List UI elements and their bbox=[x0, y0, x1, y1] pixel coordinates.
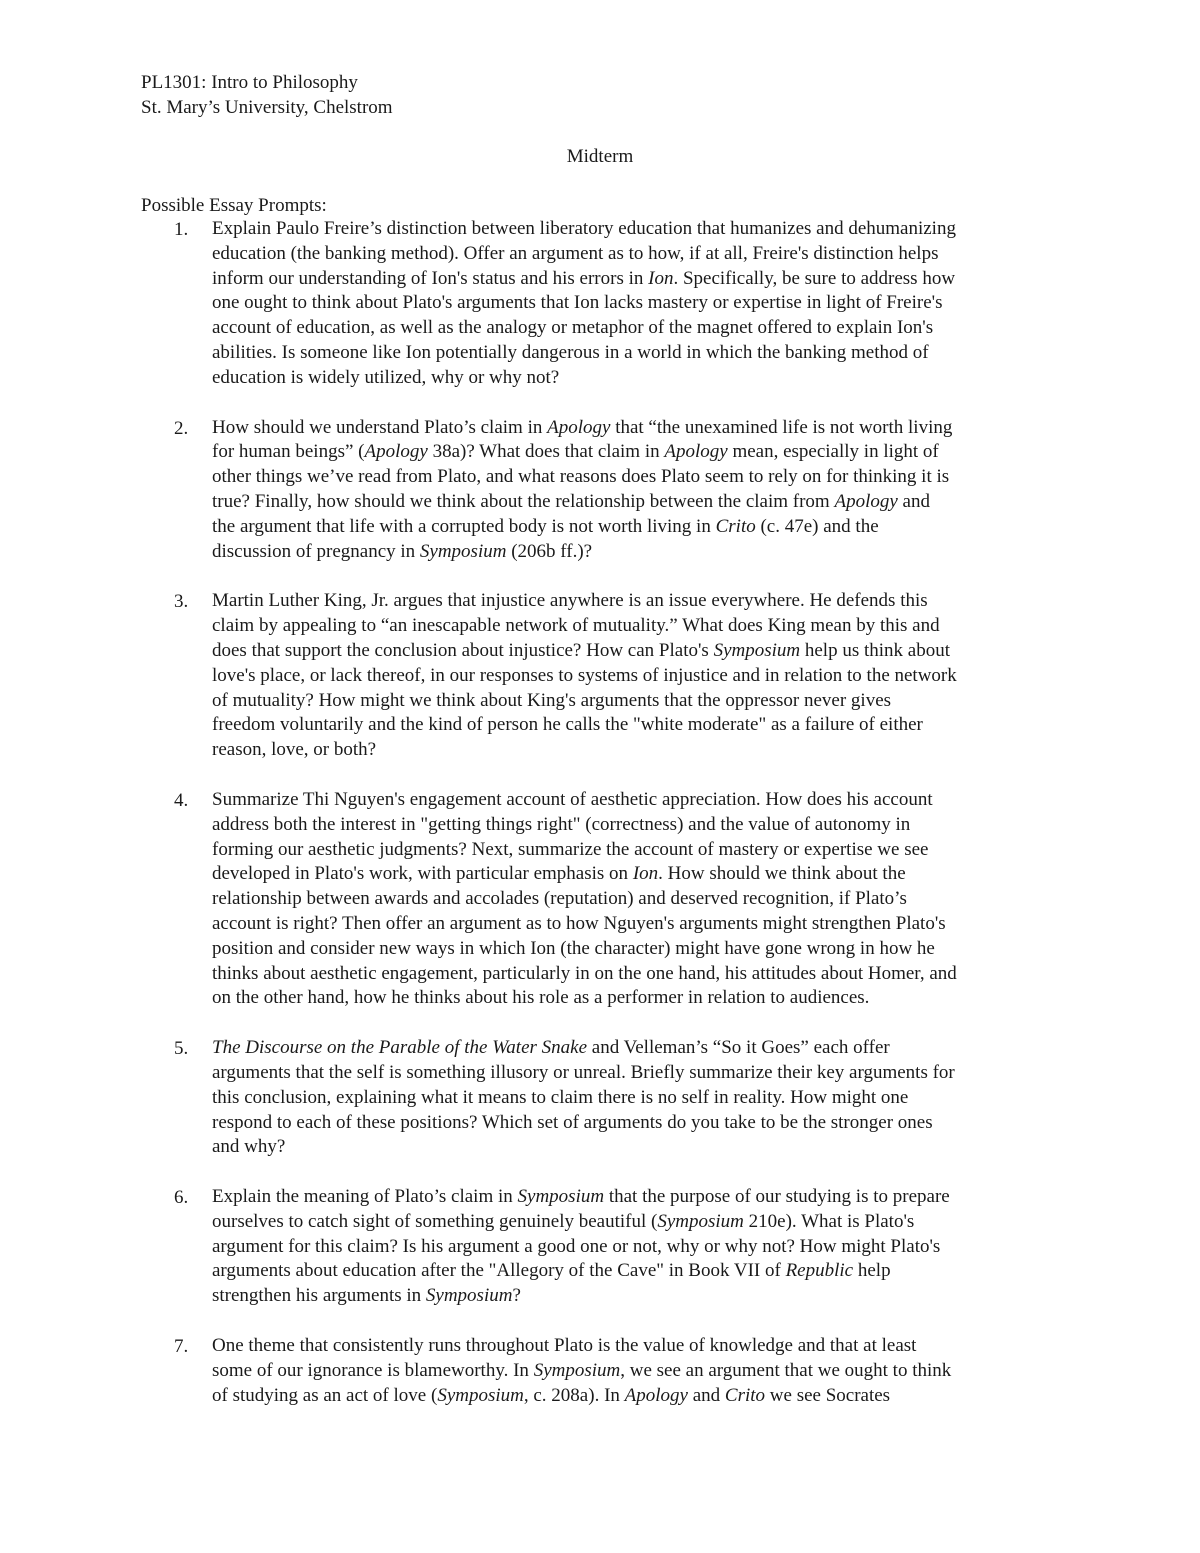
prompt-number: 4. bbox=[174, 789, 189, 811]
prompt-item-1 bbox=[0, 217, 1200, 391]
prompt-text bbox=[212, 217, 1172, 391]
prompt-line: education is widely utilized, why or why not? bbox=[212, 366, 560, 388]
prompt-item-2 bbox=[0, 416, 1200, 565]
prompt-line: position and consider new ways in which Ion (the character) might have gone wrong in how he bbox=[212, 937, 935, 959]
prompt-number: 5. bbox=[174, 1038, 189, 1060]
prompt-line: claim by appealing to “an inescapable network of mutuality.” What does King mean by this and bbox=[212, 615, 940, 637]
prompt-line: of mutuality? How might we think about King's arguments that the oppressor never gives bbox=[212, 689, 892, 711]
prompt-item-7 bbox=[0, 1334, 1200, 1408]
university-line: St. Mary’s University, Chelstrom bbox=[141, 97, 393, 118]
prompt-item-6 bbox=[0, 1185, 1200, 1309]
prompt-line: account of education, as well as the analogy or metaphor of the magnet offered to explain Ion's bbox=[212, 317, 934, 339]
prompt-line: forming our aesthetic judgments? Next, summarize the account of mastery or expertise we see bbox=[212, 838, 929, 860]
document-header bbox=[141, 70, 393, 120]
prompt-line: arguments that the self is something illusory or unreal. Briefly summarize their key arguments for bbox=[212, 1061, 955, 1083]
prompt-line: of studying as an act of love (Symposium, c. 208a). In Apology and Crito we see Socrates bbox=[212, 1384, 891, 1406]
prompt-line: argument for this claim? Is his argument a good one or not, why or why not? How might Plato's bbox=[212, 1235, 941, 1257]
prompt-number: 6. bbox=[174, 1187, 189, 1209]
prompt-line: respond to each of these positions? Which set of arguments do you take to be the stronger ones bbox=[212, 1111, 933, 1133]
prompt-line: does that support the conclusion about injustice? How can Plato's Symposium help us think about bbox=[212, 639, 951, 661]
prompt-text bbox=[212, 1334, 1172, 1408]
prompt-line: on the other hand, how he thinks about his role as a performer in relation to audiences. bbox=[212, 987, 870, 1009]
prompt-line: Explain the meaning of Plato’s claim in Symposium that the purpose of our studying is to prepare bbox=[212, 1186, 950, 1208]
prompt-line: inform our understanding of Ion's status and his errors in Ion. Specifically, be sure to address how bbox=[212, 267, 956, 289]
prompt-line: some of our ignorance is blameworthy. In Symposium, we see an argument that we ought to think bbox=[212, 1359, 952, 1381]
prompt-line: The Discourse on the Parable of the Water Snake and Velleman’s “So it Goes” each offer bbox=[212, 1037, 890, 1059]
prompt-number: 1. bbox=[174, 219, 189, 240]
prompt-line: ourselves to catch sight of something genuinely beautiful (Symposium 210e). What is Plato's bbox=[212, 1210, 915, 1232]
prompt-line: reason, love, or both? bbox=[212, 739, 377, 761]
prompt-item-4 bbox=[0, 788, 1200, 1011]
prompt-line: education (the banking method). Offer an argument as to how, if at all, Freire's distinction helps bbox=[212, 242, 939, 264]
prompt-item-5 bbox=[0, 1036, 1200, 1160]
prompt-line: and why? bbox=[212, 1136, 286, 1158]
prompt-text bbox=[212, 1036, 1172, 1160]
prompt-text bbox=[212, 416, 1172, 565]
prompts-label: Possible Essay Prompts: bbox=[141, 195, 327, 216]
prompt-line: How should we understand Plato’s claim in Apology that “the unexamined life is not worth living bbox=[212, 416, 953, 438]
prompt-text bbox=[212, 1185, 1172, 1309]
prompt-line: abilities. Is someone like Ion potentially dangerous in a world in which the banking method of bbox=[212, 341, 929, 363]
prompt-line: One theme that consistently runs throughout Plato is the value of knowledge and that at least bbox=[212, 1335, 917, 1357]
prompt-item-3 bbox=[0, 589, 1200, 763]
prompt-line: this conclusion, explaining what it means to claim there is no self in reality. How might one bbox=[212, 1086, 909, 1108]
prompt-line: Summarize Thi Nguyen's engagement account of aesthetic appreciation. How does his account bbox=[212, 788, 933, 810]
prompt-line: Martin Luther King, Jr. argues that injustice anywhere is an issue everywhere. He defends this bbox=[212, 590, 928, 612]
prompt-text bbox=[212, 788, 1172, 1011]
prompt-line: discussion of pregnancy in Symposium (206b ff.)? bbox=[212, 540, 593, 562]
prompt-line: relationship between awards and accolades (reputation) and deserved recognition, if Plato’s bbox=[212, 888, 907, 910]
prompt-line: true? Finally, how should we think about the relationship between the claim from Apology and bbox=[212, 490, 930, 512]
prompt-line: freedom voluntarily and the kind of person he calls the "white moderate" as a failure of either bbox=[212, 714, 923, 736]
prompt-line: the argument that life with a corrupted body is not worth living in Crito (c. 47e) and the bbox=[212, 515, 879, 537]
prompt-line: account is right? Then offer an argument as to how Nguyen's arguments might strengthen Plato's bbox=[212, 912, 946, 934]
prompt-line: developed in Plato's work, with particular emphasis on Ion. How should we think about the bbox=[212, 863, 906, 885]
prompt-text bbox=[212, 589, 1172, 763]
prompt-line: Explain Paulo Freire’s distinction between liberatory education that humanizes and dehumanizing bbox=[212, 218, 956, 239]
prompt-line: for human beings” (Apology 38a)? What does that claim in Apology mean, especially in light of bbox=[212, 441, 939, 463]
prompts-list bbox=[0, 217, 1200, 1433]
prompt-number: 7. bbox=[174, 1336, 189, 1358]
course-title: PL1301: Intro to Philosophy bbox=[141, 72, 358, 93]
prompt-line: other things we’ve read from Plato, and what reasons does Plato seem to rely on for thinking it is bbox=[212, 466, 950, 488]
prompt-line: one ought to think about Plato's arguments that Ion lacks mastery or expertise in light of Freire's bbox=[212, 292, 943, 314]
prompt-line: thinks about aesthetic engagement, particularly in on the one hand, his attitudes about Homer, and bbox=[212, 962, 957, 984]
prompt-line: address both the interest in "getting things right" (correctness) and the value of autonomy in bbox=[212, 813, 911, 835]
prompt-number: 2. bbox=[174, 417, 189, 439]
prompt-number: 3. bbox=[174, 591, 189, 613]
document-title: Midterm bbox=[566, 146, 634, 167]
prompt-line: love's place, or lack thereof, in our responses to systems of injustice and in relation to the network bbox=[212, 664, 957, 686]
prompt-line: strengthen his arguments in Symposium? bbox=[212, 1285, 521, 1307]
prompt-line: arguments about education after the "Allegory of the Cave" in Book VII of Republic help bbox=[212, 1260, 891, 1282]
